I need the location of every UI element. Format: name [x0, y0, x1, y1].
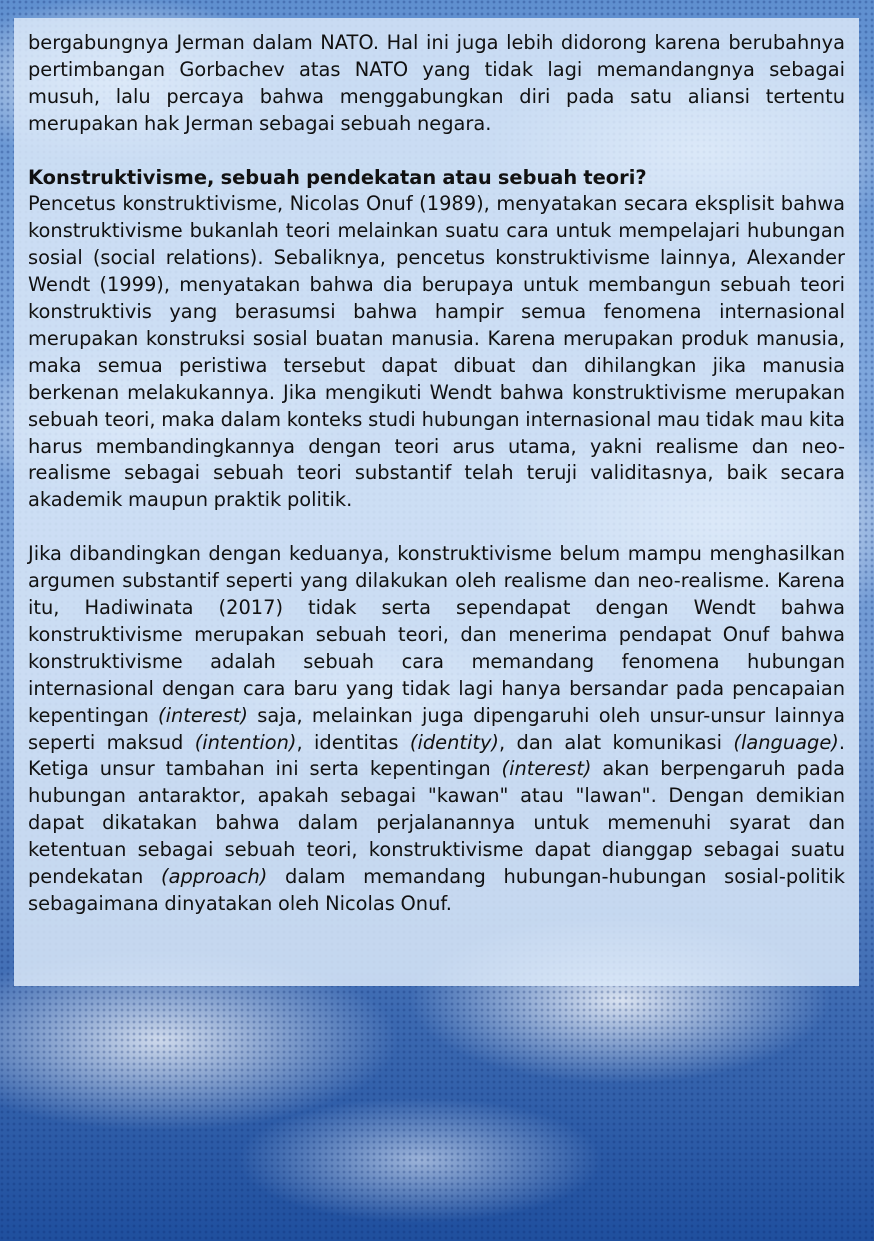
text-run: , identitas — [296, 730, 410, 754]
text-run: saja, melainkan juga dipengaruhi oleh unsur-unsur lainnya seperti maksud — [28, 703, 845, 754]
italic-term-interest: (interest) — [501, 757, 592, 781]
continuation-paragraph: bergabungnya Jerman dalam NATO. Hal ini juga lebih didorong karena berubahnya pertimbangan Gorbachev atas NATO yang tidak lagi memandangnya sebagai musuh, lalu percaya bahwa menggabungkan diri pada satu aliansi tertentu merupakan hak Jerman sebagai sebuah negara. — [28, 31, 845, 135]
text-run: , dan alat komunikasi — [499, 730, 734, 754]
text-run: akan berpengaruh pada hubungan antaraktor, apakah sebagai "kawan" atau "lawan". Dengan demikian dapat dikatakan bahwa dalam perjalanannya untuk memenuhi syarat dan ketentuan sebagai sebuah teori, konstruktivisme dapat dianggap sebagai suatu pendekatan — [28, 757, 846, 889]
paragraph-gap — [28, 138, 845, 165]
text-run: Jika dibandingkan dengan keduanya, konstruktivisme belum mampu menghasilkan argumen substantif seperti yang dilakukan oleh realisme dan neo-realisme. Karena itu, Hadiwinata (2017) tidak serta sependapat dengan Wendt bahwa konstruktivisme merupakan sebuah teori, dan menerima pendapat Onuf bahwa konstruktivisme adalah sebuah cara memandang fenomena hubungan internasional dengan cara baru yang tidak lagi hanya bersandar pada pencapaian kepentingan — [28, 542, 845, 727]
text-run: dalam memandang hubungan-hubungan sosial-politik sebagaimana dinyatakan oleh Nicolas Onuf. — [28, 865, 845, 915]
italic-term-identity: (identity) — [409, 730, 499, 754]
text-panel — [14, 18, 859, 986]
italic-term-language: (language) — [733, 730, 839, 754]
body-paragraph-1: Pencetus konstruktivisme, Nicolas Onuf (1989), menyatakan secara eksplisit bahwa konstruktivisme bukanlah teori melainkan suatu cara untuk mempelajari hubungan sosial (social relations). Sebaliknya, pencetus konstruktivisme lainnya, Alexander Wendt (1999), menyatakan bahwa dia berupaya untuk membangun sebuah teori konstruktivis yang berasumsi bahwa hampir semua fenomena internasional merupakan konstruksi sosial buatan manusia. Karena merupakan produk manusia, maka semua peristiwa tersebut dapat dibuat dan dihilangkan jika manusia berkenan melakukannya. Jika mengikuti Wendt bahwa konstruktivisme merupakan sebuah teori, maka dalam konteks studi hubungan internasional mau tidak mau kita harus membandingkannya dengan teori arus utama, yakni realisme dan neo-realisme sebagai sebuah teori substantif telah teruji validitasnya, baik secara akademik maupun praktik politik. — [28, 192, 845, 512]
italic-term-approach: (approach) — [161, 865, 268, 889]
paragraph-gap — [28, 514, 845, 541]
body-paragraph-2 — [28, 541, 845, 918]
section-heading: Konstruktivisme, sebuah pendekatan atau sebuah teori? — [28, 165, 647, 189]
italic-term-interest: (interest) — [158, 703, 248, 727]
italic-term-intention: (intention) — [194, 730, 297, 754]
text-run: . Ketiga unsur tambahan ini serta kepentingan — [28, 730, 846, 781]
